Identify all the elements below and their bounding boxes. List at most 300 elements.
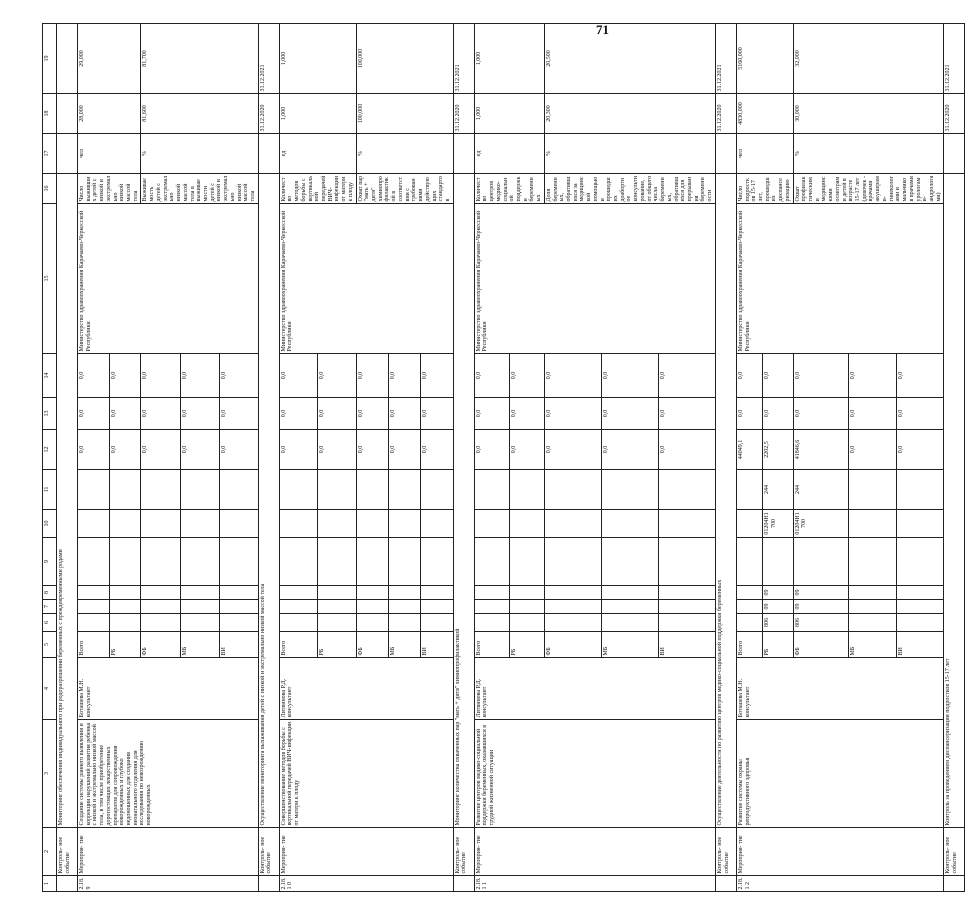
header-cell: 9 <box>43 538 57 586</box>
indicator-value-2019-cell: 100,000 <box>356 94 453 134</box>
indicator-text-cell: Число выживших детей с низкой и экстремально низкой массой тела <box>78 174 141 204</box>
funding-value-cell <box>141 470 180 510</box>
funding-source-cell: ФБ <box>793 632 849 658</box>
funding-value-cell <box>736 510 762 538</box>
measure-name-cell: Создание системы раннего выявления и коррекции нарушений развития ребенка с низкой и экстремально низкой массой тела, в том числе приобретение дорогостоящих лекарственных препаратов для сопровождения новорожденных и глубоко недоношенных для создания неонатального отделения для исследования по невозрождению новорожденных <box>78 720 259 828</box>
header-cell: 10 <box>43 510 57 538</box>
funding-value-cell <box>356 614 388 632</box>
measure-executor-cell: Боташева М.Н. консультант <box>78 658 259 720</box>
measure-code-cell: 2.18.1 2 <box>736 876 944 892</box>
funding-value-cell <box>849 470 897 510</box>
funding-value-cell: 44049,1 <box>736 430 762 470</box>
funding-value-cell <box>896 600 944 614</box>
indicator-text-cell: Количество центров медико-социальной поддержки беременных <box>474 174 544 204</box>
indicator-text-cell: Доля беременных, обратившихся за медицинской помощью и прошедших доабортное консультирование, от общего числа беременных, обратившихся для прерывания беременности <box>544 174 715 204</box>
funding-value-cell <box>180 470 219 510</box>
funding-value-cell: 0,0 <box>474 430 509 470</box>
funding-value-cell <box>509 538 544 586</box>
funding-value-cell <box>849 538 897 586</box>
funding-value-cell <box>141 586 180 600</box>
funding-value-cell <box>318 586 356 600</box>
funding-value-cell: 2202,5 <box>762 430 793 470</box>
funding-value-cell <box>658 600 715 614</box>
funding-value-cell <box>318 538 356 586</box>
funding-value-cell <box>356 510 388 538</box>
funding-value-cell <box>180 600 219 614</box>
funding-value-cell: 0,0 <box>279 398 317 430</box>
funding-value-cell <box>356 538 388 586</box>
funding-value-cell <box>180 586 219 600</box>
funding-source-cell: РБ <box>318 632 356 658</box>
funding-value-cell: 806 <box>793 614 849 632</box>
funding-value-cell: 0,0 <box>421 430 453 470</box>
funding-value-cell <box>78 586 110 600</box>
funding-value-cell: 0,0 <box>421 398 453 430</box>
funding-value-cell <box>78 538 110 586</box>
funding-value-cell <box>509 510 544 538</box>
funding-value-cell <box>896 510 944 538</box>
funding-value-cell <box>318 600 356 614</box>
funding-value-cell: 0,0 <box>474 398 509 430</box>
indicator-unit-cell: чел <box>736 134 793 174</box>
funding-value-cell: 0,0 <box>219 354 258 398</box>
funding-value-cell: 0,0 <box>318 398 356 430</box>
measure-code-cell: 2.18.9 <box>78 876 259 892</box>
funding-value-cell <box>601 600 658 614</box>
funding-value-cell <box>78 470 110 510</box>
funding-value-cell <box>658 614 715 632</box>
funding-value-cell <box>658 510 715 538</box>
control-event-date-end-cell: 31.12.2021 <box>944 24 965 94</box>
funding-value-cell <box>736 470 762 510</box>
funding-value-cell <box>109 586 141 600</box>
funding-value-cell: 09 <box>793 600 849 614</box>
header-cell: 16 <box>43 174 57 204</box>
funding-value-cell <box>318 614 356 632</box>
measure-executor-cell: Литвинова Р.Д. консультант <box>474 658 715 720</box>
control-event-c16-cell <box>258 134 279 174</box>
funding-value-cell <box>736 586 762 600</box>
measure-responsible-cell: Министерство здравоохранения Карачаево-Черкесской Республики <box>474 204 715 354</box>
funding-source-cell: ФБ <box>356 632 388 658</box>
funding-source-cell: МБ <box>849 632 897 658</box>
header-cell: 12 <box>43 430 57 470</box>
indicator-unit-cell: чел <box>78 134 141 174</box>
funding-value-cell <box>601 538 658 586</box>
funding-value-cell <box>141 614 180 632</box>
funding-value-cell <box>736 600 762 614</box>
funding-value-cell: 0,0 <box>544 354 601 398</box>
funding-value-cell <box>474 586 509 600</box>
funding-value-cell: 0,0 <box>849 430 897 470</box>
measure-row <box>474 24 509 892</box>
funding-value-cell: 09 <box>762 600 793 614</box>
indicator-unit-cell: ед <box>474 134 544 174</box>
funding-value-cell: 0,0 <box>318 354 356 398</box>
funding-value-cell <box>658 470 715 510</box>
funding-value-cell <box>421 586 453 600</box>
funding-value-cell <box>601 614 658 632</box>
funding-value-cell <box>544 538 601 586</box>
funding-value-cell: 0,0 <box>762 354 793 398</box>
funding-value-cell <box>736 538 762 586</box>
funding-value-cell <box>849 510 897 538</box>
funding-value-cell <box>388 586 420 600</box>
control-event-date-start-cell: 31.12.2020 <box>944 94 965 134</box>
funding-value-cell: 0,0 <box>601 398 658 430</box>
indicator-value-2019-cell: 81,600 <box>141 94 258 134</box>
control-event-c16-cell <box>944 134 965 174</box>
funding-value-cell <box>601 470 658 510</box>
funding-value-cell: 244 <box>762 470 793 510</box>
control-event-type-cell: Контроль- ное событие <box>453 828 474 876</box>
control-event-date-end-cell: 31.12.2021 <box>715 24 736 94</box>
funding-value-cell <box>544 470 601 510</box>
funding-value-cell <box>388 614 420 632</box>
funding-value-cell: 0,0 <box>219 430 258 470</box>
measure-responsible-cell: Министерство здравоохранения Карачаево-Черкесской Республики <box>279 204 453 354</box>
funding-value-cell: 0,0 <box>421 354 453 398</box>
funding-value-cell: 0,0 <box>356 398 388 430</box>
funding-value-cell <box>279 470 317 510</box>
funding-value-cell: 0,0 <box>318 430 356 470</box>
funding-source-cell: ВИ <box>896 632 944 658</box>
funding-value-cell: 0,0 <box>180 398 219 430</box>
header-cell: 3 <box>43 720 57 828</box>
funding-value-cell <box>78 600 110 614</box>
funding-value-cell <box>849 600 897 614</box>
funding-value-cell: 0,0 <box>109 398 141 430</box>
header-cell: 14 <box>43 354 57 398</box>
funding-value-cell: 244 <box>793 470 849 510</box>
funding-value-cell: 0,0 <box>109 430 141 470</box>
control-event-type-cell: Контроль- ное событие <box>944 828 965 876</box>
control-event-date-end-cell <box>57 24 78 94</box>
funding-source-cell: МБ <box>180 632 219 658</box>
indicator-value-2020-cell: 32,000 <box>793 24 944 94</box>
funding-value-cell: 0,0 <box>141 354 180 398</box>
funding-value-cell <box>180 538 219 586</box>
funding-value-cell <box>474 614 509 632</box>
funding-value-cell: 0,0 <box>388 354 420 398</box>
funding-value-cell <box>474 510 509 538</box>
funding-value-cell: 0,0 <box>509 430 544 470</box>
funding-value-cell: 0,0 <box>544 398 601 430</box>
funding-value-cell: 0,0 <box>180 430 219 470</box>
indicator-text-cell: Выживаемость детей с экстремально низкой массой тела в выживаемости детей с низкой и экстремально низкой массой тела <box>141 174 258 204</box>
measure-type-cell: Мероприя- тие <box>78 828 259 876</box>
measure-name-cell: Развитие системы охраны репродуктивного здоровья <box>736 720 944 828</box>
control-event-c16-cell <box>715 134 736 174</box>
funding-value-cell: 0,0 <box>279 354 317 398</box>
indicator-value-2019-cell: 28,000 <box>78 94 141 134</box>
funding-value-cell <box>421 510 453 538</box>
header-cell: 7 <box>43 600 57 614</box>
funding-value-cell <box>356 600 388 614</box>
funding-value-cell <box>279 510 317 538</box>
funding-value-cell: 0,0 <box>279 430 317 470</box>
header-cell: 18 <box>43 94 57 134</box>
measure-row <box>279 24 317 892</box>
funding-value-cell: 0,0 <box>356 354 388 398</box>
funding-value-cell <box>509 586 544 600</box>
control-event-number-cell <box>258 876 279 892</box>
funding-value-cell <box>219 538 258 586</box>
funding-value-cell <box>658 538 715 586</box>
funding-value-cell: 01204Н1700 <box>762 510 793 538</box>
measure-responsible-cell: Министерство здравоохранения Карачаево-Черкесской Республики <box>736 204 944 354</box>
funding-value-cell <box>279 586 317 600</box>
funding-value-cell: 0,0 <box>793 354 849 398</box>
funding-value-cell <box>544 600 601 614</box>
funding-value-cell <box>388 600 420 614</box>
funding-source-cell: Всего <box>736 632 762 658</box>
indicator-value-2020-cell: 1,000 <box>474 24 544 94</box>
funding-value-cell <box>762 538 793 586</box>
funding-value-cell: 0,0 <box>388 430 420 470</box>
header-cell: 19 <box>43 24 57 94</box>
funding-value-cell <box>318 510 356 538</box>
funding-source-cell: ФБ <box>544 632 601 658</box>
indicator-text-cell: Охват пар "мать + дитя" химиопрофилактикой в соответствии с требованиями действующих стандартов <box>356 174 453 204</box>
funding-source-cell: МБ <box>601 632 658 658</box>
funding-value-cell <box>356 470 388 510</box>
control-event-c16-cell <box>57 134 78 174</box>
control-event-text-cell: Мониторинг количества охваченных пар "мать + дитя" химиопрофилактикой <box>453 174 474 828</box>
funding-value-cell <box>141 538 180 586</box>
control-event-date-end-cell: 31.12.2021 <box>258 24 279 94</box>
funding-value-cell: 0,0 <box>78 398 110 430</box>
funding-value-cell <box>896 586 944 600</box>
funding-value-cell <box>356 586 388 600</box>
funding-value-cell <box>509 614 544 632</box>
funding-value-cell <box>601 586 658 600</box>
measure-executor-cell: Литвинова Р.Д. консультант <box>279 658 453 720</box>
funding-value-cell <box>279 538 317 586</box>
measure-code-cell: 2.18.1 0 <box>279 876 453 892</box>
funding-source-cell: РБ <box>109 632 141 658</box>
funding-value-cell <box>421 614 453 632</box>
indicator-unit-cell: % <box>356 134 453 174</box>
funding-value-cell: 0,0 <box>78 430 110 470</box>
indicator-value-2020-cell: 100,000 <box>356 24 453 94</box>
funding-value-cell <box>849 614 897 632</box>
header-cell: 17 <box>43 134 57 174</box>
indicator-text-cell: Число подростков 15-17 лет, прошедших диспансеризацию <box>736 174 793 204</box>
funding-value-cell <box>544 614 601 632</box>
control-event-date-start-cell: 31.12.2020 <box>715 94 736 134</box>
control-event-text-cell: Мониторинг обеспечения индивидуального при родоразрешении беременных с преждевременными родами <box>57 174 78 828</box>
funding-value-cell <box>421 470 453 510</box>
indicator-value-2019-cell: 4830,000 <box>736 94 793 134</box>
indicator-text-cell: Количество методов борьбы с вертикальной передачей ВИЧ-инфекции от матери к плоду <box>279 174 356 204</box>
funding-value-cell <box>896 470 944 510</box>
control-event-number-cell <box>944 876 965 892</box>
funding-value-cell <box>219 510 258 538</box>
indicator-value-2020-cell: 81,700 <box>141 24 258 94</box>
funding-value-cell: 0,0 <box>896 398 944 430</box>
funding-value-cell: 0,0 <box>78 354 110 398</box>
indicator-value-2019-cell: 1,000 <box>279 94 356 134</box>
funding-value-cell <box>544 510 601 538</box>
funding-value-cell <box>318 470 356 510</box>
control-event-row <box>715 24 736 892</box>
funding-value-cell <box>896 614 944 632</box>
indicator-value-2020-cell: 29,000 <box>78 24 141 94</box>
funding-source-cell: Всего <box>279 632 317 658</box>
funding-value-cell <box>388 470 420 510</box>
control-event-number-cell <box>57 876 78 892</box>
control-event-row <box>944 24 965 892</box>
funding-value-cell: 01204Н1700 <box>793 510 849 538</box>
funding-value-cell: 0,0 <box>658 354 715 398</box>
funding-value-cell <box>474 538 509 586</box>
funding-value-cell <box>109 510 141 538</box>
control-event-date-end-cell: 31.12.2021 <box>453 24 474 94</box>
funding-value-cell: 0,0 <box>509 398 544 430</box>
funding-value-cell: 0,0 <box>736 354 762 398</box>
funding-value-cell: 0,0 <box>544 430 601 470</box>
header-cell: 15 <box>43 204 57 354</box>
funding-source-cell: РБ <box>762 632 793 658</box>
control-event-text-cell: Осуществление мониторинга выхаживания детей с низкой и экстремально низкой массой тела <box>258 174 279 828</box>
measure-responsible-cell: Министерство здравоохранения Карачаево-Черкесской Республики <box>78 204 259 354</box>
funding-source-cell: МБ <box>388 632 420 658</box>
funding-value-cell: 0,0 <box>601 430 658 470</box>
rotated-table-sheet <box>42 24 959 892</box>
funding-value-cell <box>658 586 715 600</box>
funding-value-cell <box>141 510 180 538</box>
indicator-unit-cell: ед <box>279 134 356 174</box>
funding-value-cell <box>109 470 141 510</box>
indicator-value-2019-cell: 1,000 <box>474 94 544 134</box>
funding-value-cell: 0,0 <box>658 430 715 470</box>
control-event-text-cell: Осуществление деятельности по развитию центров медико-социальной поддержки беременных <box>715 174 736 828</box>
indicator-unit-cell: % <box>141 134 258 174</box>
funding-value-cell: 0,0 <box>601 354 658 398</box>
measure-name-cell: Развитие центров медико-социальной поддержки беременных, оказавшихся в трудной жизненной ситуации <box>474 720 715 828</box>
funding-value-cell: 09 <box>793 586 849 600</box>
funding-value-cell <box>180 614 219 632</box>
funding-source-cell: ФБ <box>141 632 180 658</box>
funding-value-cell: 0,0 <box>762 398 793 430</box>
header-cell: 5 <box>43 632 57 658</box>
funding-value-cell: 0,0 <box>849 354 897 398</box>
funding-value-cell <box>279 614 317 632</box>
program-table <box>42 23 965 892</box>
control-event-type-cell: Контроль- ное событие <box>715 828 736 876</box>
funding-value-cell: 0,0 <box>849 398 897 430</box>
funding-value-cell <box>180 510 219 538</box>
funding-value-cell <box>141 600 180 614</box>
control-event-date-start-cell <box>57 94 78 134</box>
funding-value-cell <box>109 614 141 632</box>
funding-value-cell <box>219 614 258 632</box>
measure-name-cell: Совершенствование методов борьбы с вертикальной передачей ВИЧ-инфекции от матери к плоду <box>279 720 453 828</box>
indicator-unit-cell: % <box>544 134 715 174</box>
funding-value-cell: 0,0 <box>109 354 141 398</box>
header-row <box>43 24 57 892</box>
measure-code-cell: 2.18.1 1 <box>474 876 715 892</box>
funding-value-cell <box>388 538 420 586</box>
funding-value-cell <box>736 614 762 632</box>
funding-value-cell <box>219 586 258 600</box>
funding-value-cell <box>78 510 110 538</box>
measure-row <box>736 24 762 892</box>
funding-value-cell: 0,0 <box>356 430 388 470</box>
funding-value-cell: 0,0 <box>219 398 258 430</box>
funding-value-cell: 09 <box>762 586 793 600</box>
funding-value-cell <box>544 586 601 600</box>
funding-value-cell: 0,0 <box>180 354 219 398</box>
funding-value-cell <box>793 538 849 586</box>
page-number: 71 <box>596 22 609 37</box>
funding-value-cell <box>279 600 317 614</box>
funding-value-cell <box>421 600 453 614</box>
control-event-row <box>258 24 279 892</box>
funding-source-cell: Всего <box>474 632 509 658</box>
funding-source-cell: Всего <box>78 632 110 658</box>
funding-value-cell: 0,0 <box>658 398 715 430</box>
funding-source-cell: РБ <box>509 632 544 658</box>
funding-value-cell <box>896 538 944 586</box>
indicator-unit-cell: % <box>793 134 944 174</box>
funding-value-cell: 0,0 <box>509 354 544 398</box>
measure-type-cell: Мероприя- тие <box>474 828 715 876</box>
header-cell: 6 <box>43 614 57 632</box>
control-event-date-start-cell: 31.12.2020 <box>453 94 474 134</box>
funding-value-cell: 0,0 <box>141 430 180 470</box>
funding-value-cell <box>474 600 509 614</box>
funding-value-cell: 0,0 <box>793 398 849 430</box>
control-event-row <box>57 24 78 892</box>
control-event-date-start-cell: 31.12.2020 <box>258 94 279 134</box>
funding-value-cell <box>388 510 420 538</box>
header-cell: 11 <box>43 470 57 510</box>
header-cell: 13 <box>43 398 57 430</box>
funding-value-cell <box>219 600 258 614</box>
indicator-value-2020-cell: 20,500 <box>544 24 715 94</box>
funding-value-cell: 0,0 <box>896 354 944 398</box>
indicator-value-2019-cell: 20,300 <box>544 94 715 134</box>
funding-source-cell: ВИ <box>219 632 258 658</box>
funding-value-cell: 41846,6 <box>793 430 849 470</box>
indicator-text-cell: Охват профилактическими медицинскими осмотрами детей в возрасте 15-17 лет (девочек - врачами акушерами-гинекологами и мальчиков врачами урологами-андрологами) <box>793 174 944 204</box>
funding-value-cell <box>109 600 141 614</box>
measure-row <box>78 24 110 892</box>
funding-value-cell: 0,0 <box>141 398 180 430</box>
control-event-type-cell: Контроль- ное событие <box>258 828 279 876</box>
funding-value-cell: 0,0 <box>896 430 944 470</box>
indicator-value-2020-cell: 1,000 <box>279 24 356 94</box>
indicator-value-2020-cell: 5160,000 <box>736 24 793 94</box>
measure-executor-cell: Боташева М.Н. консультант <box>736 658 944 720</box>
control-event-number-cell <box>715 876 736 892</box>
control-event-type-cell: Контроль- ное событие <box>57 828 78 876</box>
funding-source-cell: ВИ <box>421 632 453 658</box>
control-event-c16-cell <box>453 134 474 174</box>
funding-value-cell <box>219 470 258 510</box>
funding-value-cell: 806 <box>762 614 793 632</box>
funding-value-cell <box>509 600 544 614</box>
funding-value-cell <box>474 470 509 510</box>
header-cell: 8 <box>43 586 57 600</box>
control-event-text-cell: Контроль за проведением диспансеризации подростков 15-17 лет <box>944 174 965 828</box>
funding-value-cell: 0,0 <box>474 354 509 398</box>
funding-value-cell <box>109 538 141 586</box>
control-event-row <box>453 24 474 892</box>
funding-value-cell <box>509 470 544 510</box>
